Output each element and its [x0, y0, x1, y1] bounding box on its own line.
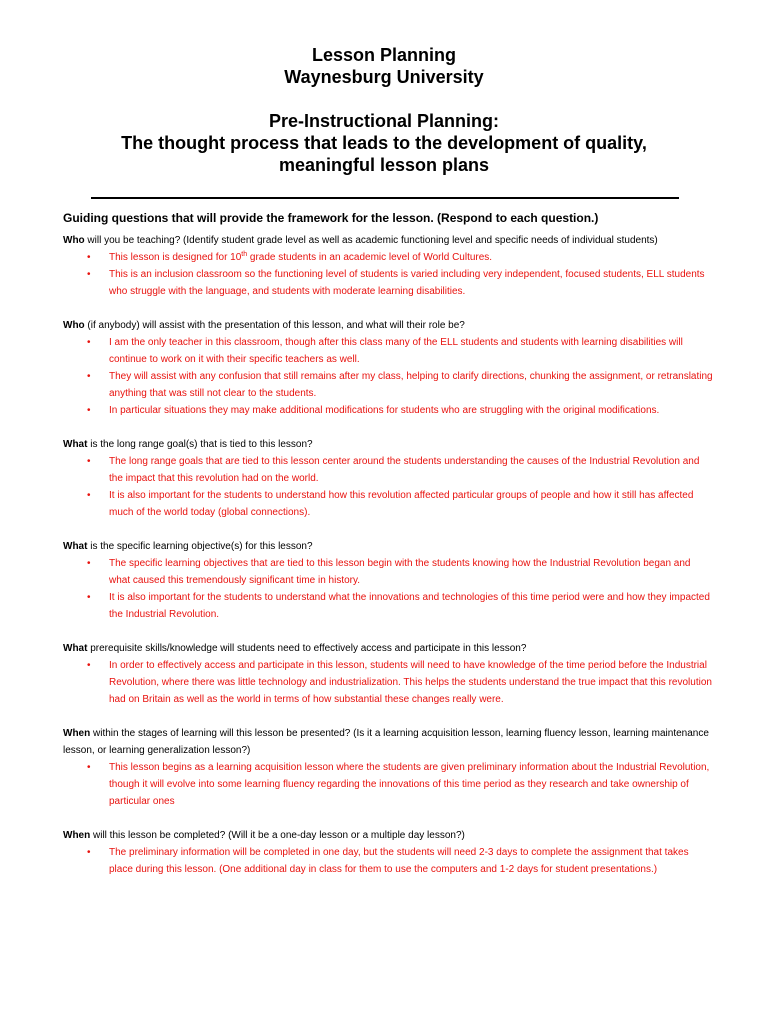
- answer-item: [63, 453, 713, 487]
- answer-text: In order to effectively access and participate in this lesson, students will need to have knowledge of the time period before the Industrial Revolution, where there was little technology and industrialization. This helps the students understand the true impact that this revolution had on Britain as well as the world in terms of how substantial these changes really were.: [109, 660, 712, 705]
- bullet-icon: •: [87, 490, 91, 501]
- question-text: [63, 827, 713, 844]
- answer-item: [63, 487, 713, 521]
- answer-text: This is an inclusion classroom so the functioning level of students is varied including very independent, focused students, ELL students who struggle with the language, and students with moderate learning disabilities.: [109, 269, 705, 297]
- intro-heading: Guiding questions that will provide the framework for the lesson. (Respond to each question.): [63, 211, 599, 225]
- answer-text: They will assist with any confusion that still remains after my class, helping to clarify directions, chunking the assignment, or retranslating anything that was still not clear to the students.: [109, 371, 713, 399]
- question-section: [63, 538, 713, 623]
- question-keyword: Who: [63, 320, 85, 331]
- question-text: [63, 640, 713, 657]
- title-line-4: The thought process that leads to the development of quality,: [121, 133, 647, 153]
- answer-text-continued: grade students in an academic level of World Cultures.: [247, 252, 493, 263]
- answer-item: [63, 334, 713, 368]
- answer-list: [63, 249, 713, 300]
- question-section: [63, 232, 713, 300]
- title-block: [0, 44, 768, 176]
- answer-text: The preliminary information will be completed in one day, but the students will need 2-3 days to complete the assignment that takes place during this lesson. (One additional day in class for them to use the computers and 1-2 days for student presentations.): [109, 847, 689, 875]
- question-keyword: What: [63, 643, 88, 654]
- answer-text: It is also important for the students to understand how this revolution affected particular groups of people and how it still has affected much of the world today (global connections).: [109, 490, 694, 518]
- answer-text: In particular situations they may make additional modifications for students who are struggling with the original modifications.: [109, 405, 660, 416]
- bullet-icon: •: [87, 592, 91, 603]
- title-divider: [91, 197, 679, 199]
- answer-text: It is also important for the students to understand what the innovations and technologies of this time period were and how they impacted the Industrial Revolution.: [109, 592, 710, 620]
- answer-item: [63, 844, 713, 878]
- question-text: [63, 436, 713, 453]
- question-rest: will this lesson be completed? (Will it be a one-day lesson or a multiple day lesson?): [90, 830, 465, 841]
- answer-list: [63, 759, 713, 810]
- question-section: [63, 725, 713, 810]
- answer-item: [63, 555, 713, 589]
- question-section: [63, 436, 713, 521]
- question-keyword: What: [63, 541, 88, 552]
- answer-list: [63, 657, 713, 708]
- question-text: [63, 232, 713, 249]
- document-body: [63, 210, 713, 895]
- bullet-icon: •: [87, 405, 91, 416]
- question-rest: within the stages of learning will this lesson be presented? (Is it a learning acquisition lesson, learning fluency lesson, learning maintenance lesson, or learning generalization lesson?): [63, 728, 709, 756]
- answer-text: This lesson is designed for 10: [109, 252, 242, 263]
- question-keyword: What: [63, 439, 88, 450]
- bullet-icon: •: [87, 252, 91, 263]
- question-keyword: When: [63, 830, 91, 841]
- answer-list: [63, 334, 713, 419]
- answer-item: [63, 759, 713, 810]
- answer-text: The long range goals that are tied to this lesson center around the students understanding the causes of the Industrial Revolution and the impact that this revolution had on the world.: [109, 456, 700, 484]
- question-rest: (if anybody) will assist with the presentation of this lesson, and what will their role be?: [84, 320, 465, 331]
- question-keyword: Who: [63, 235, 85, 246]
- question-keyword: When: [63, 728, 91, 739]
- question-section: [63, 827, 713, 878]
- answer-item: [63, 249, 713, 266]
- answer-item: [63, 368, 713, 402]
- title-line-2: Waynesburg University: [284, 67, 484, 87]
- answer-list: [63, 844, 713, 878]
- question-text: [63, 725, 713, 759]
- bullet-icon: •: [87, 660, 91, 671]
- question-section: [63, 640, 713, 708]
- question-rest: will you be teaching? (Identify student grade level as well as academic functioning level and specific needs of individual students): [84, 235, 658, 246]
- question-rest: prerequisite skills/knowledge will students need to effectively access and participate in this lesson?: [87, 643, 527, 654]
- bullet-icon: •: [87, 371, 91, 382]
- bullet-icon: •: [87, 558, 91, 569]
- answer-text: The specific learning objectives that are tied to this lesson begin with the students knowing how the Industrial Revolution began and what caused this tremendously significant time in history.: [109, 558, 691, 586]
- title-line-5: meaningful lesson plans: [278, 155, 490, 175]
- answer-item: [63, 589, 713, 623]
- answer-item: [63, 266, 713, 300]
- answer-text: I am the only teacher in this classroom, though after this class many of the ELL students and students with learning disabilities will continue to work on it with their specific teachers as well.: [109, 337, 683, 365]
- bullet-icon: •: [87, 269, 91, 280]
- answer-text: This lesson begins as a learning acquisition lesson where the students are given preliminary information about the Industrial Revolution, though it will evolve into some learning fluency regarding the innovations of this time period as they research and take ownership of particular ones: [109, 762, 710, 807]
- bullet-icon: •: [87, 847, 91, 858]
- bullet-icon: •: [87, 456, 91, 467]
- title-line-3: Pre-Instructional Planning:: [268, 111, 500, 131]
- answer-list: [63, 453, 713, 521]
- answer-list: [63, 555, 713, 623]
- answer-item: [63, 402, 713, 419]
- ordinal-suffix: th: [241, 251, 248, 258]
- question-sections: [63, 232, 713, 878]
- answer-item: [63, 657, 713, 708]
- bullet-icon: •: [87, 337, 91, 348]
- question-text: [63, 317, 713, 334]
- question-rest: is the specific learning objective(s) for this lesson?: [87, 541, 313, 552]
- question-rest: is the long range goal(s) that is tied to this lesson?: [87, 439, 313, 450]
- bullet-icon: •: [87, 762, 91, 773]
- question-section: [63, 317, 713, 419]
- question-text: [63, 538, 713, 555]
- title-line-1: Lesson Planning: [311, 45, 457, 65]
